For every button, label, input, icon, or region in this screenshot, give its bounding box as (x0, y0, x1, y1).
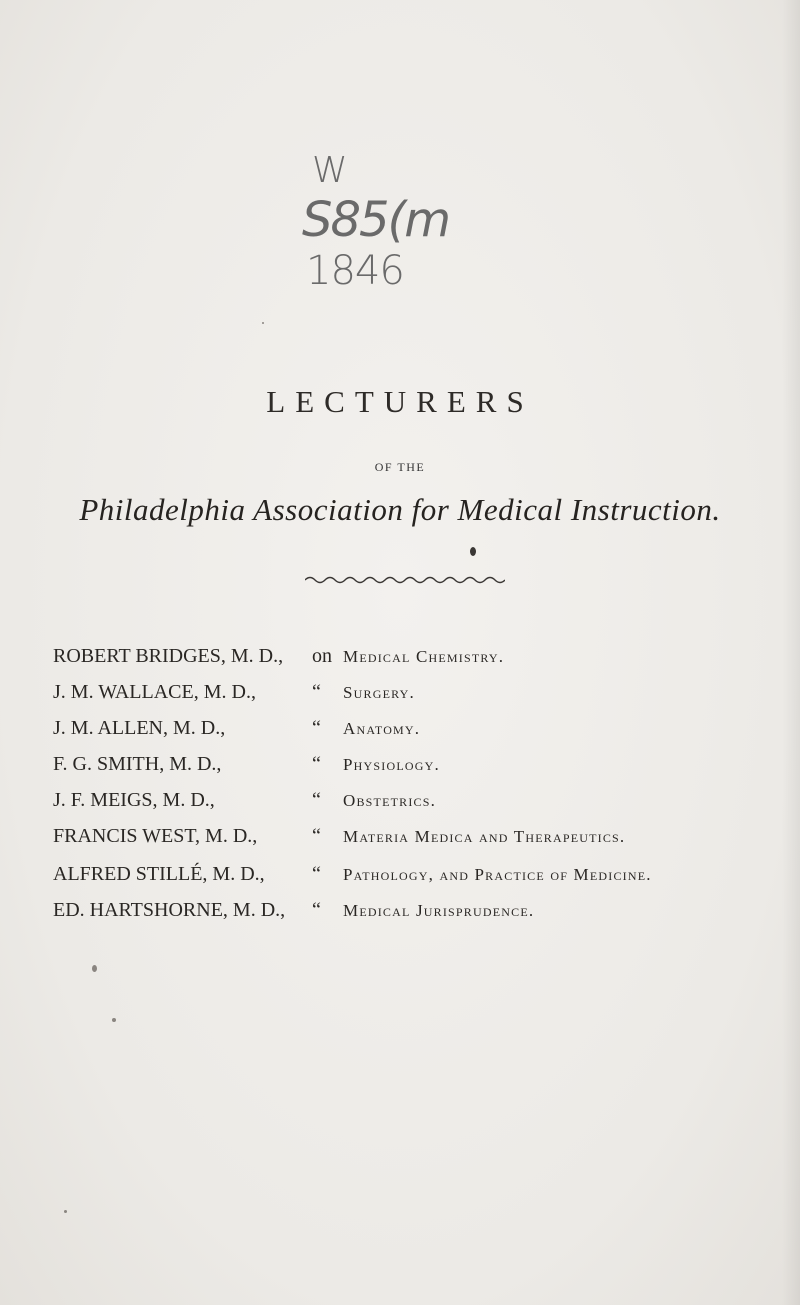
handwritten-shelfmark (300, 150, 520, 310)
lecturer-name: FRANCIS WEST, M. D., (53, 825, 258, 847)
lecturer-subject: Anatomy. (343, 719, 421, 738)
page-title: LECTURERS (266, 384, 534, 419)
lecturer-row (0, 753, 800, 789)
lecturer-subject: Materia Medica and Therapeutics. (343, 827, 626, 846)
ditto-mark: “ (312, 681, 321, 703)
lecturer-name: J. M. ALLEN, M. D., (53, 717, 226, 739)
ditto-mark: “ (312, 863, 321, 885)
of-the-label: OF THE (374, 460, 426, 474)
ditto-mark: “ (312, 825, 321, 847)
lecturer-row (0, 899, 800, 935)
lecturer-subject: Medical Chemistry. (343, 647, 505, 666)
ditto-mark: “ (312, 717, 321, 739)
lecturer-subject: Surgery. (343, 683, 415, 702)
lecturer-subject: Pathology, and Practice of Medicine. (343, 865, 652, 884)
lecturer-row (0, 863, 800, 899)
subject-prefix: on (312, 645, 332, 667)
paper-speck (112, 1018, 116, 1022)
lecturer-row (0, 825, 800, 861)
ditto-mark: “ (312, 753, 321, 775)
lecturer-subject: Obstetrics. (343, 791, 437, 810)
shelfmark-line-2: S85(m (302, 192, 450, 248)
lecturer-name: F. G. SMITH, M. D., (53, 753, 222, 775)
lecturer-row (0, 645, 800, 681)
lecturer-name: ED. HARTSHORNE, M. D., (53, 899, 286, 921)
paper-speck (262, 322, 264, 324)
lecturer-row (0, 681, 800, 717)
ink-dot (470, 547, 476, 556)
institution-name: Philadelphia Association for Medical Instruction. (79, 492, 721, 527)
lecturer-name: ALFRED STILLÉ, M. D., (53, 863, 265, 885)
lecturer-subject: Physiology. (343, 755, 440, 774)
ditto-mark: “ (312, 789, 321, 811)
lecturer-name: J. M. WALLACE, M. D., (53, 681, 256, 703)
lecturer-row (0, 717, 800, 753)
wavy-rule-divider (305, 574, 505, 586)
lecturer-name: ROBERT BRIDGES, M. D., (53, 645, 284, 667)
ditto-mark: “ (312, 899, 321, 921)
shelfmark-line-3: 1846 (306, 248, 404, 294)
lecturer-row (0, 789, 800, 825)
shelfmark-line-1: W (312, 150, 346, 191)
paper-speck (64, 1210, 67, 1213)
lecturer-name: J. F. MEIGS, M. D., (53, 789, 215, 811)
lecturer-subject: Medical Jurisprudence. (343, 901, 535, 920)
paper-speck (92, 965, 97, 972)
